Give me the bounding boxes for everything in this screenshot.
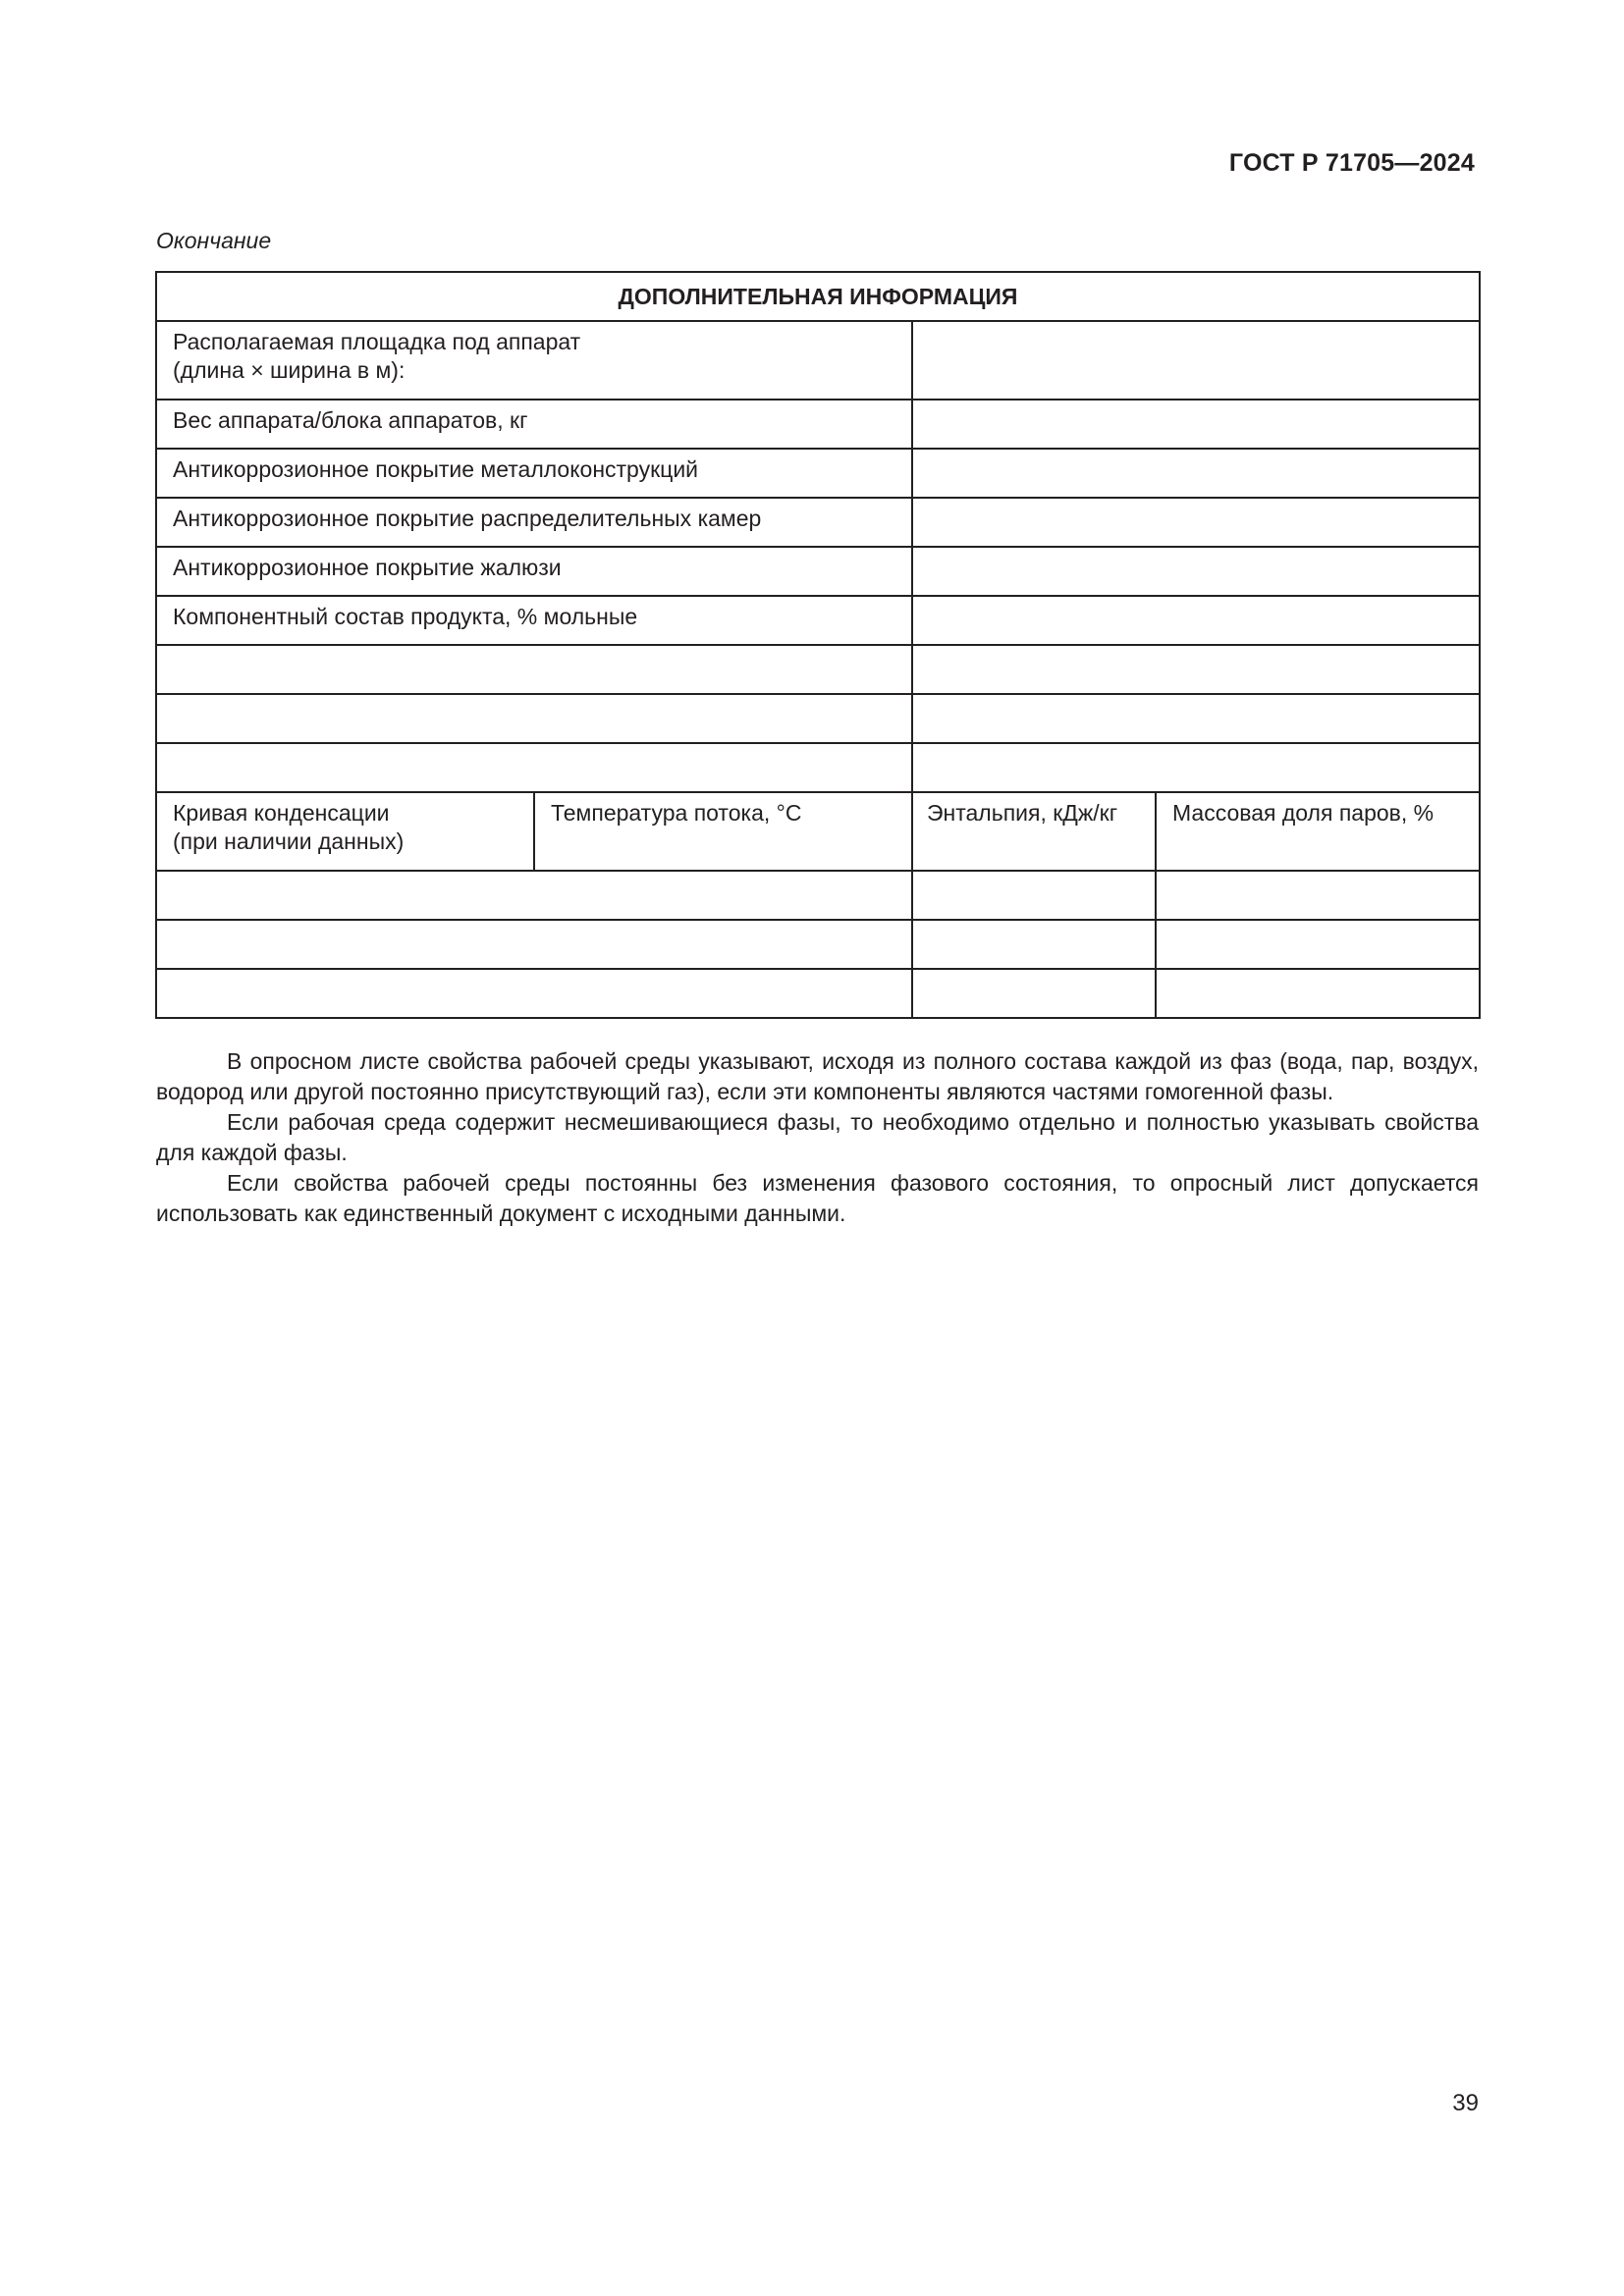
table-row bbox=[156, 871, 1480, 920]
row-empty-label-cell[interactable] bbox=[156, 743, 912, 792]
row-value-cell[interactable] bbox=[912, 498, 1480, 547]
row-value-cell[interactable] bbox=[912, 547, 1480, 596]
row-value-cell[interactable] bbox=[912, 400, 1480, 449]
row-empty-label-cell[interactable] bbox=[156, 645, 912, 694]
curve-label-text: Кривая конденсации (при наличии данных) bbox=[173, 800, 405, 854]
curve-temperature-cell[interactable] bbox=[156, 969, 912, 1018]
curve-vapor-cell[interactable] bbox=[1156, 969, 1480, 1018]
table-row bbox=[156, 694, 1480, 743]
row-label-coating-steel: Антикоррозионное покрытие металлоконструкций bbox=[156, 449, 912, 498]
table-row bbox=[156, 920, 1480, 969]
row-label-composition: Компонентный состав продукта, % мольные bbox=[156, 596, 912, 645]
curve-vapor-cell[interactable] bbox=[1156, 871, 1480, 920]
row-label-text: Располагаемая площадка под аппарат (длина × ширина в м): bbox=[173, 329, 581, 383]
row-value-cell[interactable] bbox=[912, 321, 1480, 400]
row-label-weight: Вес аппарата/блока аппаратов, кг bbox=[156, 400, 912, 449]
document-number: ГОСТ Р 71705—2024 bbox=[1228, 149, 1475, 177]
table-row bbox=[156, 547, 1480, 596]
row-label-coating-louvers: Антикоррозионное покрытие жалюзи bbox=[156, 547, 912, 596]
table-row bbox=[156, 743, 1480, 792]
table-row bbox=[156, 645, 1480, 694]
paragraph: Если рабочая среда содержит несмешивающиеся фазы, то необходимо отдельно и полностью указывать свойства для каждой фазы. bbox=[156, 1109, 1479, 1165]
row-value-cell[interactable] bbox=[912, 645, 1480, 694]
row-label-coating-chambers: Антикоррозионное покрытие распределительных камер bbox=[156, 498, 912, 547]
body-text bbox=[156, 1046, 1479, 1229]
table-row bbox=[156, 969, 1480, 1018]
curve-temperature-cell[interactable] bbox=[156, 920, 912, 969]
row-label-platform bbox=[156, 321, 912, 400]
row-value-cell[interactable] bbox=[912, 596, 1480, 645]
curve-label bbox=[156, 792, 534, 871]
paragraph: В опросном листе свойства рабочей среды указывают, исходя из полного состава каждой из фаз (вода, пар, воздух, водород или другой постоянно присутствующий газ), если эти компоненты являются частями гомогенной фазы. bbox=[156, 1048, 1479, 1104]
table-row bbox=[156, 498, 1480, 547]
curve-enthalpy-cell[interactable] bbox=[912, 969, 1156, 1018]
row-empty-label-cell[interactable] bbox=[156, 694, 912, 743]
additional-info-table bbox=[155, 271, 1481, 1019]
curve-temperature-cell[interactable] bbox=[156, 871, 912, 920]
row-value-cell[interactable] bbox=[912, 743, 1480, 792]
continuation-label: Окончание bbox=[156, 228, 272, 253]
table-row bbox=[156, 596, 1480, 645]
column-header-temperature: Температура потока, °С bbox=[534, 792, 912, 871]
table-title: ДОПОЛНИТЕЛЬНАЯ ИНФОРМАЦИЯ bbox=[156, 272, 1480, 321]
curve-enthalpy-cell[interactable] bbox=[912, 871, 1156, 920]
table-title-row bbox=[156, 272, 1480, 321]
column-header-vapor-fraction: Массовая доля паров, % bbox=[1156, 792, 1480, 871]
curve-header-row bbox=[156, 792, 1480, 871]
table-row bbox=[156, 400, 1480, 449]
table-row bbox=[156, 449, 1480, 498]
page-number: 39 bbox=[1452, 2090, 1479, 2116]
row-value-cell[interactable] bbox=[912, 694, 1480, 743]
table-row bbox=[156, 321, 1480, 400]
paragraph: Если свойства рабочей среды постоянны без изменения фазового состояния, то опросный лист допускается использовать как единственный документ с исходными данными. bbox=[156, 1170, 1479, 1226]
curve-enthalpy-cell[interactable] bbox=[912, 920, 1156, 969]
row-value-cell[interactable] bbox=[912, 449, 1480, 498]
curve-vapor-cell[interactable] bbox=[1156, 920, 1480, 969]
column-header-enthalpy: Энтальпия, кДж/кг bbox=[912, 792, 1156, 871]
